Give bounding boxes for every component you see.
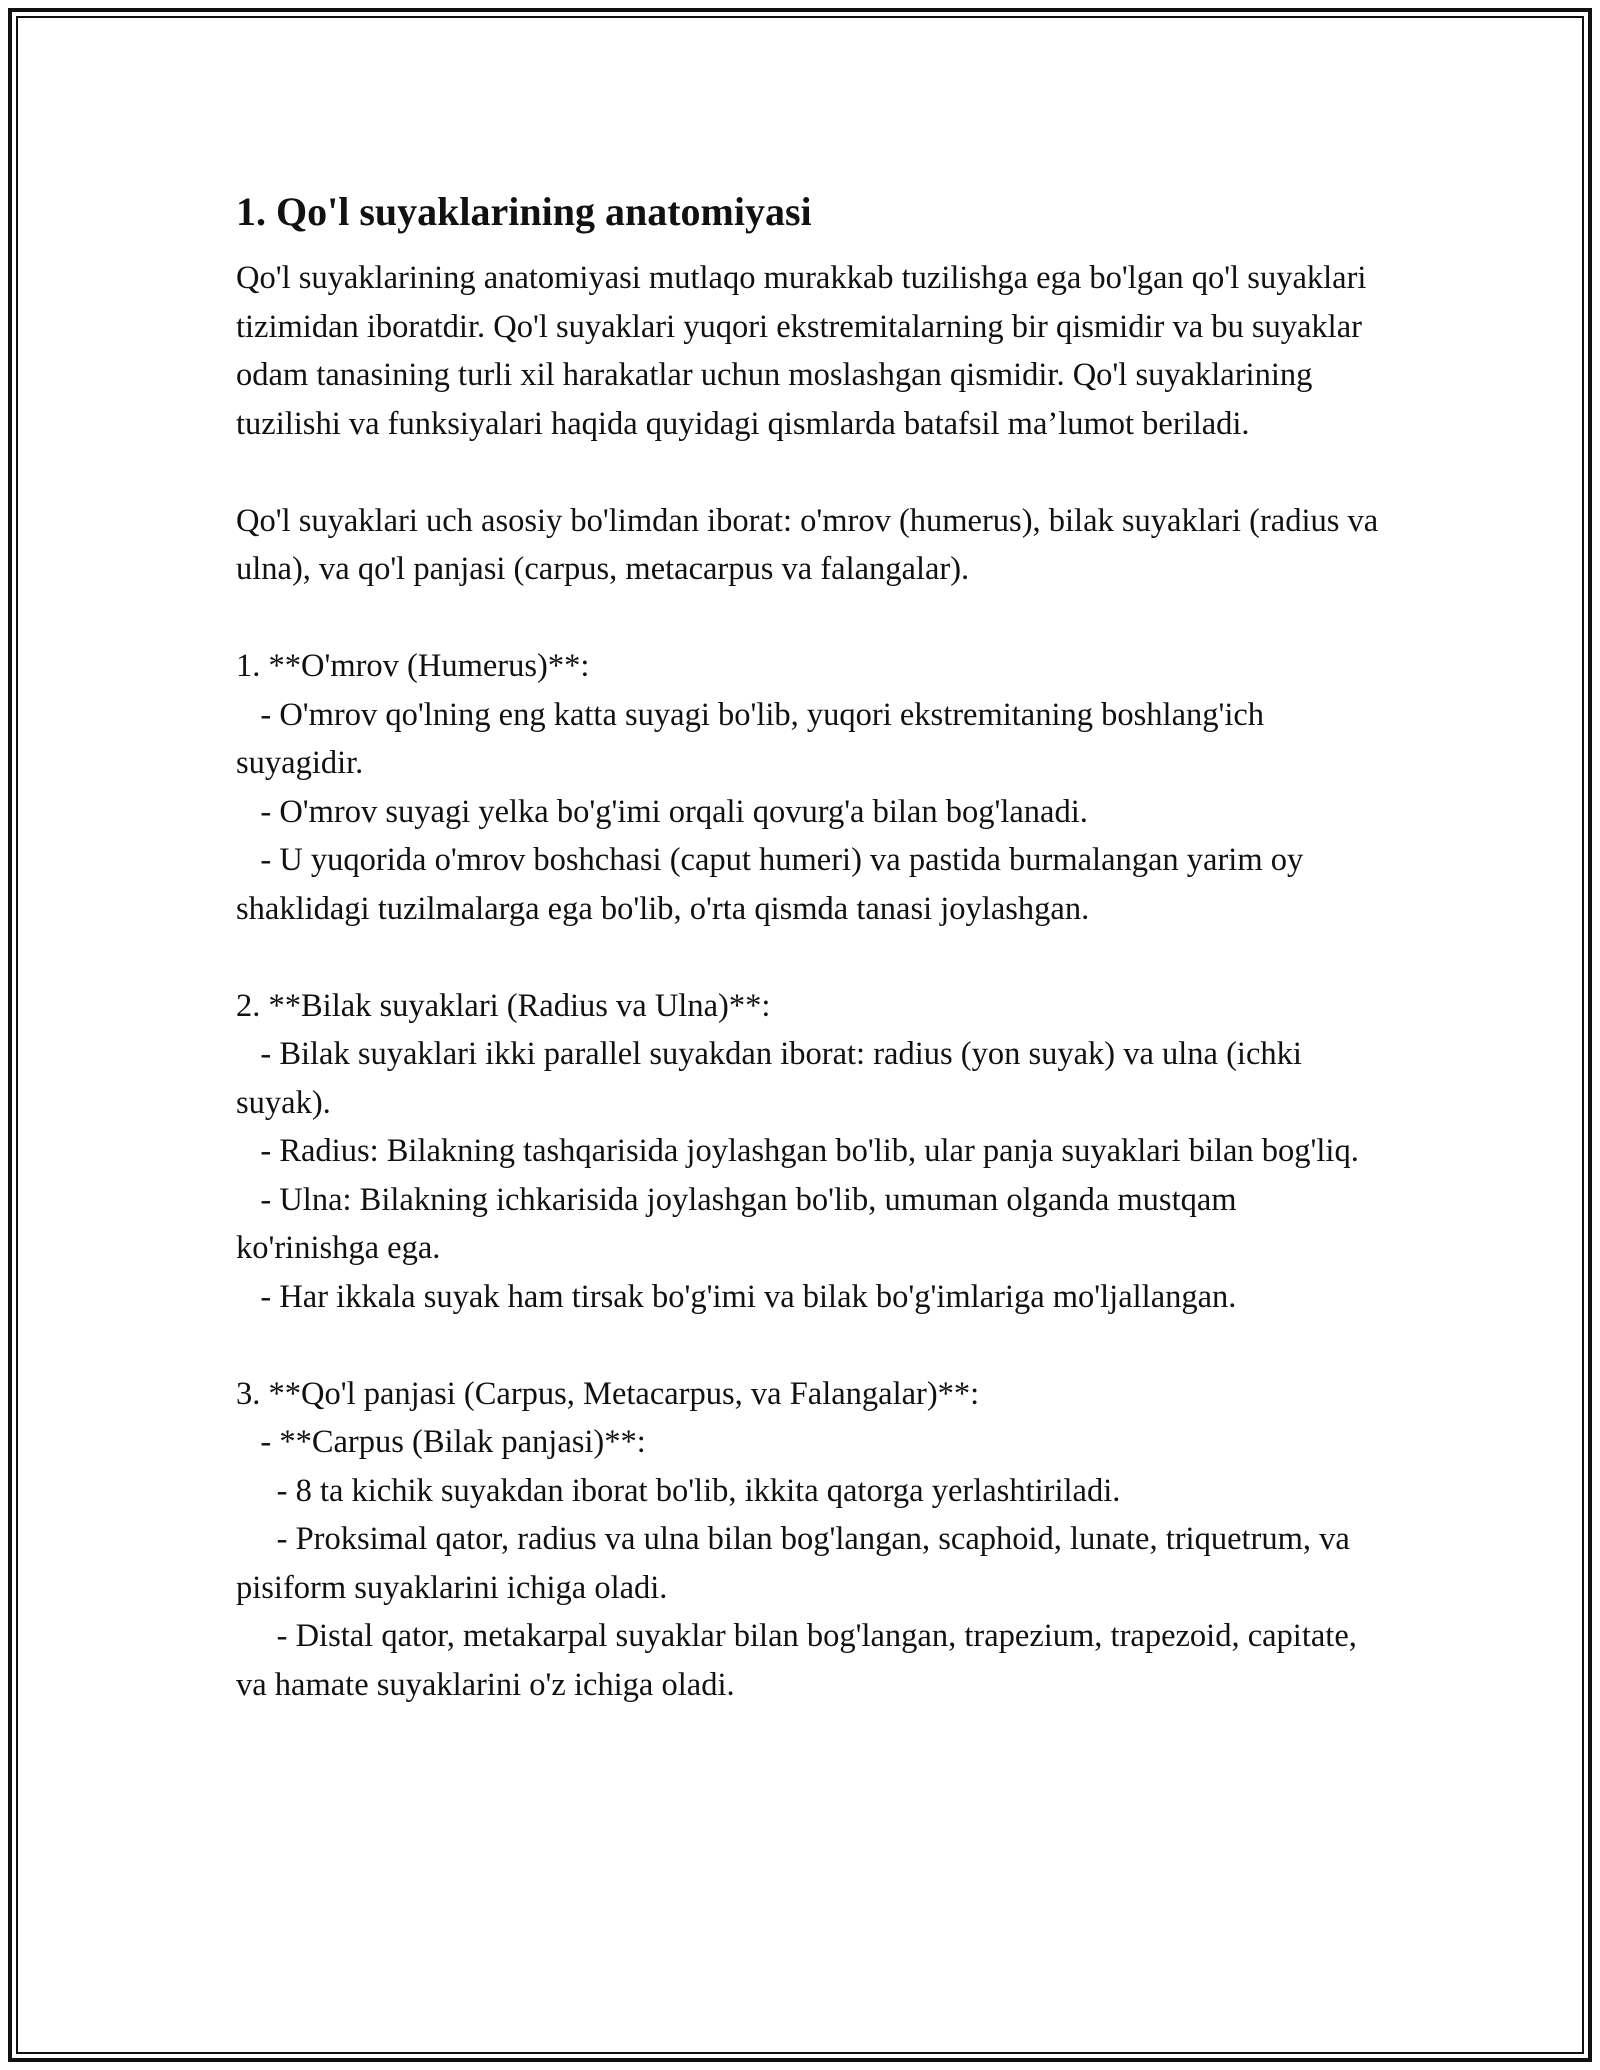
section-heading-humerus: 1. **O'mrov (Humerus)**: [236, 648, 590, 684]
spacer [236, 594, 1386, 643]
list-item: - Proksimal qator, radius va ulna bilan bog'langan, scaphoid, lunate, triquetrum, va pisiform suyaklarini ichiga oladi. [236, 1521, 1358, 1606]
list-item: - Radius: Bilakning tashqarisida joylashgan bo'lib, ular panja suyaklari bilan bog'liq. [236, 1133, 1359, 1169]
list-item: - 8 ta kichik suyakdan iborat bo'lib, ikkita qatorga yerlashtiriladi. [236, 1472, 1121, 1509]
list-item: - Bilak suyaklari ikki parallel suyakdan iborat: radius (yon suyak) va ulna (ichki suyak). [236, 1036, 1311, 1121]
spacer [236, 933, 1386, 982]
spacer [236, 448, 1386, 497]
overview-paragraph: Qo'l suyaklari uch asosiy bo'limdan iborat: o'mrov (humerus), bilak suyaklari (radius va ulna), va qo'l panjasi (carpus, metacarpus va falangalar). [236, 502, 1387, 587]
spacer [236, 1321, 1386, 1370]
list-item: - Ulna: Bilakning ichkarisida joylashgan bo'lib, umuman olganda mustqam ko'rinishga ega. [236, 1181, 1245, 1266]
list-item: - U yuqorida o'mrov boshchasi (caput humeri) va pastida burmalangan yarim oy shaklidagi tuzilmalarga ega bo'lib, o'rta qismda tanasi joylashgan. [236, 842, 1312, 927]
list-item: - Distal qator, metakarpal suyaklar bilan bog'langan, trapezium, trapezoid, capitate, va hamate suyaklarini o'z ichiga oladi. [236, 1618, 1365, 1703]
section-heading-hand: 3. **Qo'l panjasi (Carpus, Metacarpus, va Falangalar)**: [236, 1375, 980, 1412]
document-title: 1. Qo'l suyaklarining anatomiyasi [236, 189, 812, 234]
intro-paragraph: Qo'l suyaklarining anatomiyasi mutlaqo murakkab tuzilishga ega bo'lgan qo'l suyaklari tizimidan iboratdir. Qo'l suyaklari yuqori ekstremitalarning bir qismidir va bu suyaklar odam tanasining turli xil harakatlar uchun moslashgan qismidir. Qo'l suyaklarining tuzilishi va funksiyalari haqida quyidagi qismlarda batafsil ma’lumot beriladi. [236, 260, 1375, 442]
list-item: - O'mrov qo'lning eng katta suyagi bo'lib, yuqori ekstremitaning boshlang'ich suyagidir. [236, 696, 1273, 781]
list-item: - **Carpus (Bilak panjasi)**: [236, 1424, 646, 1460]
section-heading-forearm: 2. **Bilak suyaklari (Radius va Ulna)**: [236, 987, 771, 1024]
list-item: - Har ikkala suyak ham tirsak bo'g'imi va bilak bo'g'imlariga mo'ljallangan. [236, 1278, 1237, 1315]
document-body [236, 184, 1386, 1709]
list-item: - O'mrov suyagi yelka bo'g'imi orqali qovurg'a bilan bog'lanadi. [236, 793, 1088, 830]
